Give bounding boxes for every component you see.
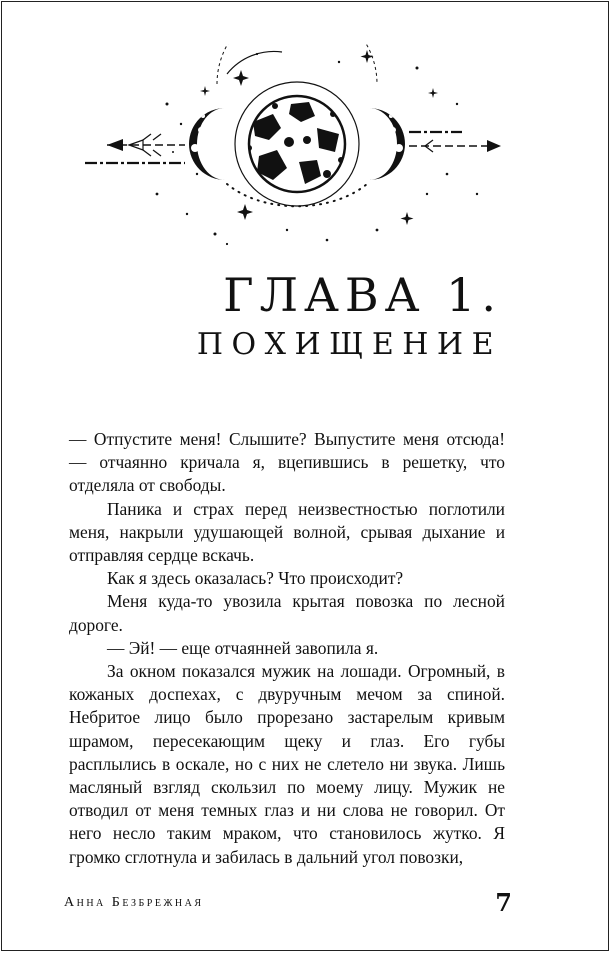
triple-moon-icon	[77, 44, 517, 254]
paragraph: Как я здесь оказалась? Что происходит?	[107, 568, 404, 589]
left-crescent-icon	[189, 108, 225, 180]
paragraph: За окном показался мужик на лошади. Огромный, в кожаных доспехах, с двуручным мечом за спиной. Небритое лицо было прорезано застарелым кривым шрамом, пересекающим щеку и глаз. Его губы расплылись в оскале, но с них не слетело ни звука. Лишь масляный взгляд скользил по моему лицу. Мужик не отводил от меня темных глаз и ни слова не говорил. От него несло таким мраком, что становилось жутко. Я громко сглотнула и забилась в дальний угол повозки,	[69, 661, 505, 867]
chapter-subtitle: ПОХИЩЕНИЕ	[196, 327, 502, 362]
paragraph: Меня куда-то увозила крытая повозка по лесной дороге.	[69, 591, 505, 635]
right-crescent-icon	[369, 108, 405, 180]
book-page	[1, 1, 609, 951]
paragraph: — Отпустите меня! Слышите? Выпустите меня отсюда! — отчаянно кричала я, вцепившись в решетку, что отделяла от свободы.	[69, 429, 505, 496]
right-arrow-icon	[409, 132, 501, 152]
paragraph: Паника и страх перед неизвестностью поглотили меня, накрыли удушающей волной, срывая дыхание и отправляя сердце вскачь.	[69, 498, 505, 566]
chapter-title: ГЛАВА 1.	[223, 268, 502, 322]
full-moon-icon	[246, 96, 345, 192]
body-text	[69, 428, 505, 869]
left-arrow-icon	[85, 134, 185, 163]
paragraph: — Эй! — еще отчаянней завопила я.	[107, 637, 379, 658]
page-number: 7	[495, 888, 512, 917]
footer-author: Анна Безбрежная	[64, 895, 204, 910]
